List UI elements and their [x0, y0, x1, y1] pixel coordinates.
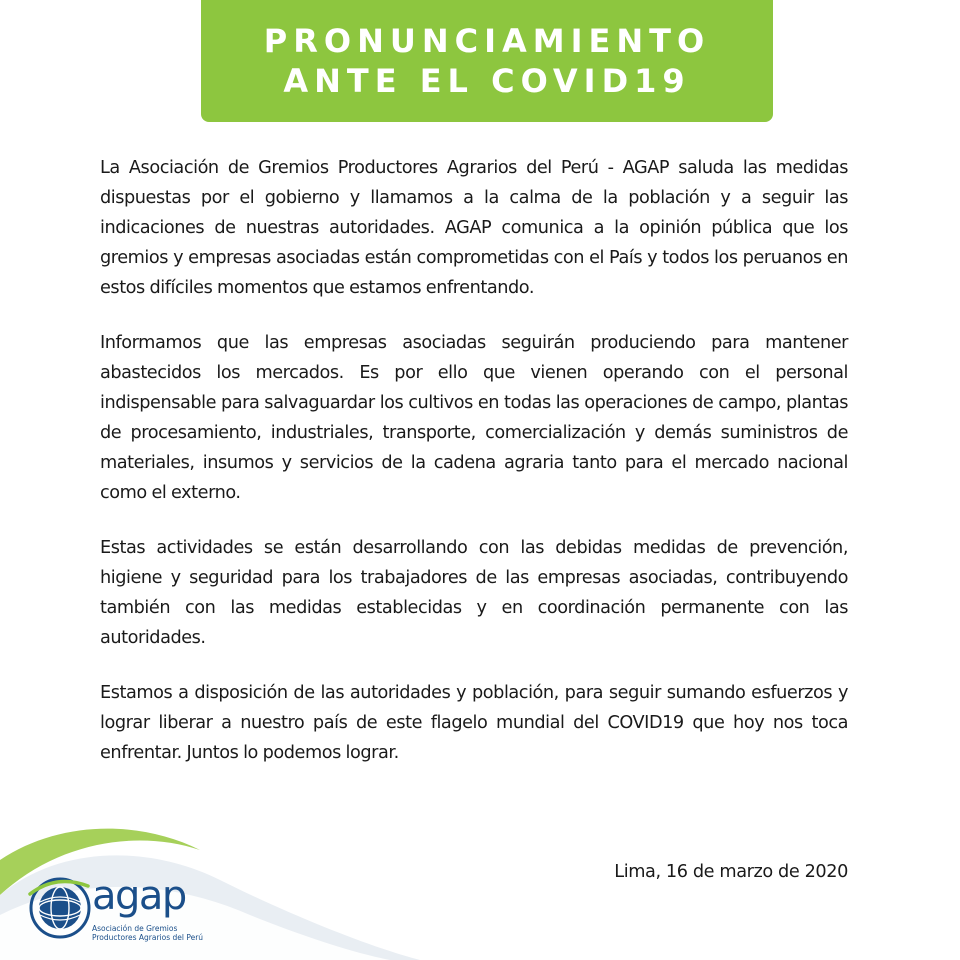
- title-line-2: ANTE EL COVID19: [283, 62, 691, 100]
- globe-icon: [26, 872, 96, 942]
- agap-tagline: [92, 924, 203, 942]
- title-line-1: PRONUNCIAMIENTO: [263, 22, 711, 60]
- agap-logo: [26, 870, 246, 955]
- paragraph-4: Estamos a disposición de las autoridades y población, para seguir sumando esfuerzos y lograr liberar a nuestro país de este flagelo mundial del COVID19 que hoy nos toca enfrentar. Juntos lo podemos lograr.: [100, 683, 848, 763]
- statement-body: [100, 153, 848, 793]
- paragraph-2: Informamos que las empresas asociadas seguirán produciendo para mantener abastecidos los mercados. Es por ello que vienen operando con el personal indispensable para salvaguardar los cultivos en todas las operaciones de campo, plantas de procesamiento, industriales, transporte, comercialización y demás suministros de materiales, insumos y servicios de la cadena agraria tanto para el mercado nacional como el externo.: [100, 333, 848, 503]
- agap-tagline-line-2: Productores Agrarios del Perú: [92, 933, 204, 942]
- paragraph-1: La Asociación de Gremios Productores Agrarios del Perú - AGAP saluda las medidas dispuestas por el gobierno y llamamos a la calma de la población y a seguir las indicaciones de nuestras autoridades. AGAP comunica a la opinión pública que los gremios y empresas asociadas están comprometidas con el País y todos los peruanos en estos difíciles momentos que estamos enfrentando.: [100, 158, 848, 298]
- title-banner: [201, 0, 773, 122]
- paragraph-3: Estas actividades se están desarrollando con las debidas medidas de prevención, higiene y seguridad para los trabajadores de las empresas asociadas, contribuyendo también con las medidas establecidas y en coordinación permanente con las autoridades.: [100, 538, 848, 648]
- agap-wordmark: agap: [92, 873, 186, 919]
- place-date-signoff: Lima, 16 de marzo de 2020: [614, 862, 848, 882]
- agap-tagline-line-1: Asociación de Gremios: [92, 924, 178, 933]
